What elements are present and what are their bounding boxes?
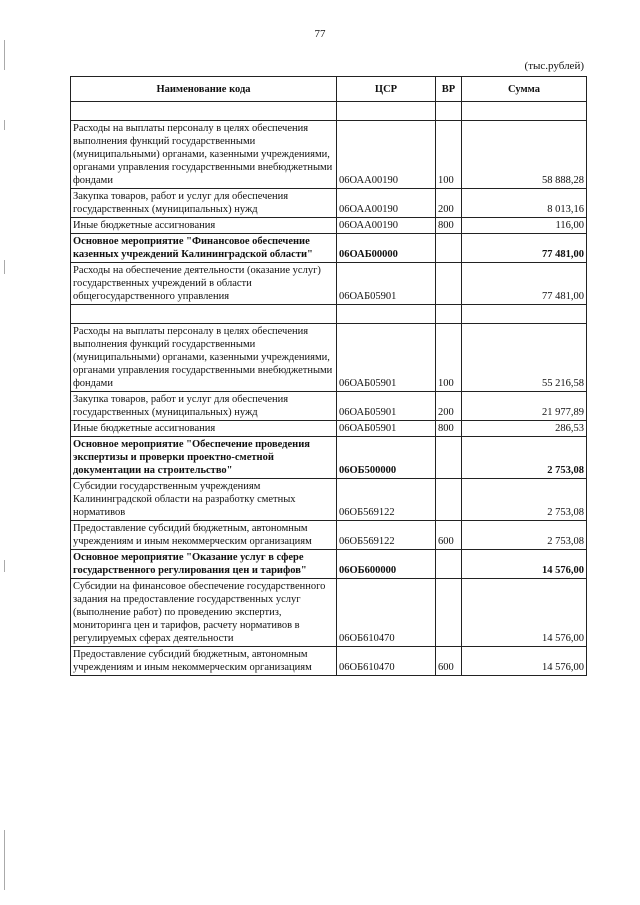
table-row xyxy=(71,479,587,521)
margin-marks xyxy=(4,0,8,905)
row-sum-cell: 14 576,00 xyxy=(462,550,587,579)
row-sum-cell: 2 753,08 xyxy=(462,479,587,521)
units-label: (тыс.рублей) xyxy=(524,60,584,72)
row-name-cell: Основное мероприятие "Финансовое обеспечение казенных учреждений Калининградской области" xyxy=(71,234,337,263)
row-csr-cell: 06ОБ610470 xyxy=(337,647,436,676)
table-body xyxy=(71,102,587,676)
row-vr-cell: 600 xyxy=(436,521,462,550)
spacer-row xyxy=(71,305,587,324)
table-row xyxy=(71,647,587,676)
row-sum-cell: 286,53 xyxy=(462,421,587,437)
table-row xyxy=(71,234,587,263)
row-sum-cell: 14 576,00 xyxy=(462,579,587,647)
table-row xyxy=(71,218,587,234)
table-row xyxy=(71,421,587,437)
row-sum-cell: 2 753,08 xyxy=(462,437,587,479)
row-name-cell: Предоставление субсидий бюджетным, автономным учреждениям и иным некоммерческим организациям xyxy=(71,521,337,550)
row-vr-cell: 100 xyxy=(436,324,462,392)
header-csr: ЦСР xyxy=(337,77,436,102)
row-sum-cell: 77 481,00 xyxy=(462,234,587,263)
table-header-row xyxy=(71,77,587,102)
table-row xyxy=(71,521,587,550)
row-sum-cell: 55 216,58 xyxy=(462,324,587,392)
table-row xyxy=(71,121,587,189)
row-vr-cell: 800 xyxy=(436,218,462,234)
row-csr-cell: 06ОБ600000 xyxy=(337,550,436,579)
row-vr-cell xyxy=(436,437,462,479)
row-vr-cell xyxy=(436,550,462,579)
row-csr-cell: 06ОАА00190 xyxy=(337,189,436,218)
table-row xyxy=(71,324,587,392)
header-sum: Сумма xyxy=(462,77,587,102)
row-sum-cell: 58 888,28 xyxy=(462,121,587,189)
row-csr-cell: 06ОБ569122 xyxy=(337,521,436,550)
row-sum-cell: 14 576,00 xyxy=(462,647,587,676)
row-name-cell: Закупка товаров, работ и услуг для обеспечения государственных (муниципальных) нужд xyxy=(71,189,337,218)
row-vr-cell xyxy=(436,263,462,305)
row-name-cell: Расходы на обеспечение деятельности (оказание услуг) государственных учреждений в области общегосударственного управления xyxy=(71,263,337,305)
row-vr-cell: 200 xyxy=(436,189,462,218)
row-vr-cell: 800 xyxy=(436,421,462,437)
row-vr-cell xyxy=(436,479,462,521)
row-csr-cell: 06ОБ610470 xyxy=(337,579,436,647)
row-sum-cell: 8 013,16 xyxy=(462,189,587,218)
row-name-cell: Иные бюджетные ассигнования xyxy=(71,218,337,234)
table-row xyxy=(71,579,587,647)
row-csr-cell: 06ОАБ05901 xyxy=(337,324,436,392)
row-name-cell: Закупка товаров, работ и услуг для обеспечения государственных (муниципальных) нужд xyxy=(71,392,337,421)
row-name-cell: Основное мероприятие "Оказание услуг в сфере государственного регулирования цен и тарифов" xyxy=(71,550,337,579)
row-name-cell: Расходы на выплаты персоналу в целях обеспечения выполнения функций государственными (муниципальными) органами, казенными учреждениями, органами управления государственными внебюджетными фондами xyxy=(71,121,337,189)
page-number: 77 xyxy=(314,28,326,40)
row-name-cell: Расходы на выплаты персоналу в целях обеспечения выполнения функций государственными (муниципальными) органами, казенными учреждениями, органами управления государственными внебюджетными фондами xyxy=(71,324,337,392)
row-vr-cell: 200 xyxy=(436,392,462,421)
row-vr-cell: 600 xyxy=(436,647,462,676)
row-name-cell: Субсидии на финансовое обеспечение государственного задания на предоставление государственных услуг (выполнение работ) по проведению экспертиз, мониторинга цен и тарифов, расчету нормативов в регулируемых сферах деятельности xyxy=(71,579,337,647)
row-csr-cell: 06ОАБ05901 xyxy=(337,421,436,437)
table-row xyxy=(71,189,587,218)
budget-table xyxy=(70,76,587,676)
row-vr-cell: 100 xyxy=(436,121,462,189)
row-csr-cell: 06ОБ569122 xyxy=(337,479,436,521)
header-name: Наименование кода xyxy=(71,77,337,102)
spacer-row xyxy=(71,102,587,121)
row-csr-cell: 06ОАА00190 xyxy=(337,218,436,234)
row-csr-cell: 06ОАБ05901 xyxy=(337,392,436,421)
table-row xyxy=(71,550,587,579)
row-csr-cell: 06ОБ500000 xyxy=(337,437,436,479)
row-csr-cell: 06ОАА00190 xyxy=(337,121,436,189)
row-name-cell: Субсидии государственным учреждениям Калининградской области на разработку сметных нормативов xyxy=(71,479,337,521)
row-sum-cell: 21 977,89 xyxy=(462,392,587,421)
header-vr: ВР xyxy=(436,77,462,102)
row-sum-cell: 116,00 xyxy=(462,218,587,234)
row-vr-cell xyxy=(436,579,462,647)
row-csr-cell: 06ОАБ05901 xyxy=(337,263,436,305)
table-row xyxy=(71,437,587,479)
row-name-cell: Основное мероприятие "Обеспечение проведения экспертизы и проверки проектно-сметной документации на строительство" xyxy=(71,437,337,479)
row-csr-cell: 06ОАБ00000 xyxy=(337,234,436,263)
row-name-cell: Предоставление субсидий бюджетным, автономным учреждениям и иным некоммерческим организациям xyxy=(71,647,337,676)
row-name-cell: Иные бюджетные ассигнования xyxy=(71,421,337,437)
table-row xyxy=(71,263,587,305)
row-sum-cell: 77 481,00 xyxy=(462,263,587,305)
table-row xyxy=(71,392,587,421)
row-sum-cell: 2 753,08 xyxy=(462,521,587,550)
row-vr-cell xyxy=(436,234,462,263)
